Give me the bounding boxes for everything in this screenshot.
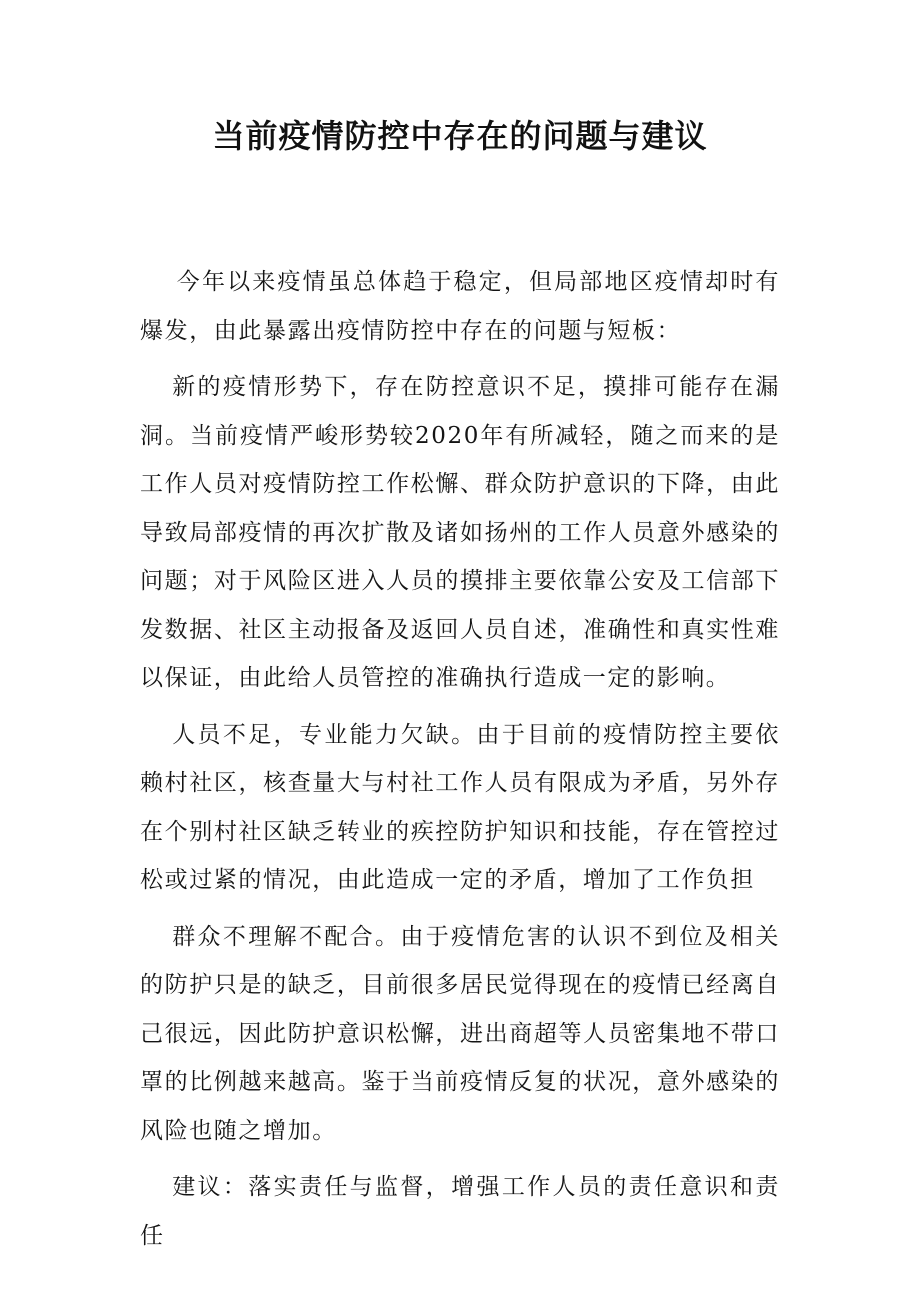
- document-title: 当前疫情防控中存在的问题与建议: [212, 117, 708, 155]
- paragraph-awareness: 新的疫情形势下，存在防控意识不足，摸排可能存在漏洞。当前疫情严峻形势较2020年有所减轻，随之而来的是工作人员对疫情防控工作松懈、群众防护意识的下降，由此导致局部疫情的再次扩散及诸如扬州的工作人员意外感染的问题；对于风险区进入人员的摸排主要依靠公安及工信部下发数据、社区主动报备及返回人员自述，准确性和真实性难以保证，由此给人员管控的准确执行造成一定的影响。: [140, 374, 780, 691]
- paragraph-public-cooperation: 群众不理解不配合。由于疫情危害的认识不到位及相关的防护只是的缺乏，目前很多居民觉得现在的疫情已经离自己很远，因此防护意识松懈，进出商超等人员密集地不带口罩的比例越来越高。鉴于当前疫情反复的状况，意外感染的风险也随之增加。: [140, 923, 780, 1144]
- paragraph-suggestion: 建议：落实责任与监督，增强工作人员的责任意识和责任: [140, 1174, 780, 1249]
- paragraph-staffing: 人员不足，专业能力欠缺。由于目前的疫情防控主要依赖村社区，核查量大与村社工作人员有限成为矛盾，另外存在个别村社区缺乏转业的疾控防护知识和技能，存在管控过松或过紧的情况，由此造成一定的矛盾，增加了工作负担: [140, 721, 780, 893]
- document-body: [140, 258, 780, 1268]
- paragraph-intro: 今年以来疫情虽总体趋于稳定，但局部地区疫情却时有爆发，由此暴露出疫情防控中存在的问题与短板：: [140, 269, 780, 344]
